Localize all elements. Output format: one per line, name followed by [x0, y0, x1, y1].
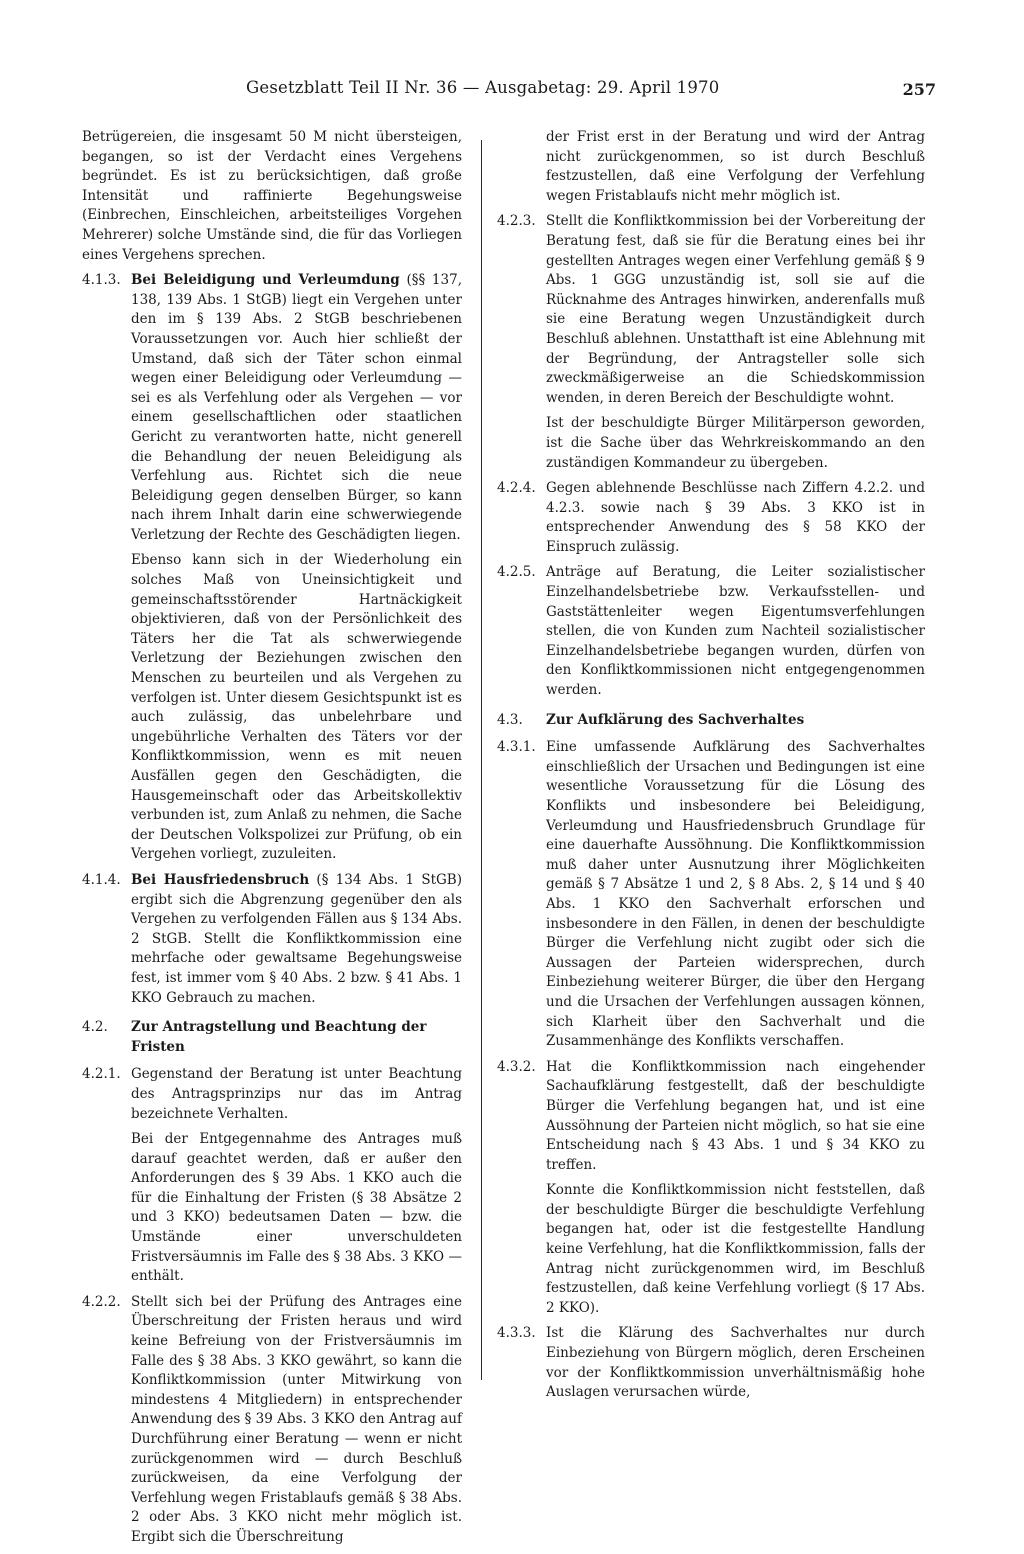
page-header [246, 78, 936, 108]
section-number: 4.3.2. [497, 1058, 536, 1075]
section-paragraph: Ist der beschuldigte Bürger Militärperson geworden, ist die Sache über das Wehrkreiskommando an den zuständigen Kommandeur zu übergeben. [546, 415, 925, 471]
section-paragraph [131, 871, 462, 1008]
section-number: 4.3.3. [497, 1325, 536, 1342]
section-body [131, 1293, 462, 1548]
section-number: 4.2.4. [497, 480, 536, 497]
section-paragraph: Hat die Konfliktkommission nach eingehender Sachaufklärung festgestellt, daß der beschuldigte Bürger die Verfehlung begangen hat, und ist eine Aussöhnung der Parteien nicht möglich, so hat sie eine Entscheidung nach § 43 Abs. 1 und § 34 KKO zu treffen. [546, 1058, 925, 1173]
section-heading-4-3 [497, 711, 925, 731]
section-paragraph: Konnte die Konfliktkommission nicht feststellen, daß der beschuldigte Bürger die beschuldigte Verfehlung begangen hat, oder ist die festgestellte Handlung keine Verfehlung, hat die Konfliktkommission, falls der Antrag nicht zurückgenommen wird, im Beschluß festzustellen, daß keine Verfehlung vorliegt (§ 17 Abs. 2 KKO). [546, 1182, 925, 1316]
section-paragraph: Ist die Klärung des Sachverhaltes nur durch Einbeziehung von Bürgern möglich, deren Erscheinen vor der Konfliktkommission unverhältnismäßig hohe Auslagen verursachen würde, [546, 1325, 925, 1401]
section-4-2-5 [497, 563, 925, 700]
section-4-2-4 [497, 479, 925, 557]
section-lead: Bei Hausfriedensbruch [131, 871, 310, 888]
section-number: 4.3. [497, 711, 523, 728]
section-paragraph: Gegen ablehnende Beschlüsse nach Ziffern 4.2.2. und 4.2.3. sowie nach § 39 Abs. 3 KKO ist in entsprechender Anwendung des § 58 KKO der Einspruch zulässig. [546, 480, 925, 555]
section-body [546, 1058, 925, 1319]
section-body [131, 1065, 462, 1287]
section-4-1-3 [82, 271, 462, 865]
section-text: (§§ 137, 138, 139 Abs. 1 StGB) liegt ein Vergehen unter den im § 139 Abs. 2 StGB beschriebenen Voraussetzungen vor. Auch hier schließt der Umstand, daß sich der Täter schon einmal wegen einer Beleidigung oder Verleumdung — sei es als Verfehlung oder als Vergehen — vor einem gesellschaftlichen oder staatlichen Gericht zu verantworten hatte, nicht generell die Behandlung der neuen Beleidigung als Verfehlung aus. Richtet sich die neue Beleidigung gegen denselben Bürger, so kann nach ihrem Inhalt darin eine schwerwiegende Verletzung der Rechte des Geschädigten liegen. [131, 272, 462, 543]
section-number: 4.2. [82, 1019, 108, 1036]
section-number: 4.2.5. [497, 564, 536, 581]
section-4-3-2 [497, 1058, 925, 1319]
section-heading-title: Zur Antragstellung und Beachtung der Fristen [131, 1019, 427, 1055]
section-number: 4.1.4. [82, 871, 121, 888]
continued-paragraph: Betrügereien, die insgesamt 50 M nicht übersteigen, begangen, so ist der Verdacht eines Vergehens begründet. Es ist zu berücksichtigen, daß große Intensität und raffinierte Begehungsweise (Einbrechen, Einschleichen, arbeitsteiliges Vorgehen Mehrerer) solche Umstände sind, die für das Vorliegen eines Vergehens sprechen. [82, 129, 462, 263]
section-number: 4.1.3. [82, 272, 121, 289]
left-column [82, 128, 462, 1554]
section-body [131, 271, 462, 865]
section-paragraph [131, 271, 462, 545]
section-number: 4.2.2. [82, 1293, 121, 1310]
section-4-2-2 [82, 1293, 462, 1548]
section-paragraph: Stellt die Konfliktkommission bei der Vorbereitung der Beratung fest, daß sie für die Beratung eines bei ihr gestellten Antrages wegen einer Verfehlung gemäß § 9 Abs. 1 GGG unzuständig ist, soll sie auf die Rücknahme des Antrages hinwirken, anderenfalls muß sie eine Beratung wegen Unzuständigkeit durch Beschluß ablehnen. Unstatthaft ist eine Ablehnung mit der Begründung, der Antragsteller solle sich zweckmäßigerweise an die Schiedskommission wenden, in deren Bereich der Beschuldigte wohnt. [546, 213, 925, 406]
section-4-1-4 [82, 871, 462, 1008]
section-body [546, 479, 925, 557]
section-number: 4.2.1. [82, 1066, 121, 1083]
section-body [546, 563, 925, 700]
section-text: (§ 134 Abs. 1 StGB) ergibt sich die Abgrenzung gegenüber den als Vergehen zu verfolgenden Fällen aus § 134 Abs. 2 StGB. Stellt die Konfliktkommission eine mehrfache oder gewaltsame Begehungsweise fest, ist immer vom § 40 Abs. 2 bzw. § 41 Abs. 1 KKO Gebrauch zu machen. [131, 871, 462, 1006]
section-paragraph: Ebenso kann sich in der Wiederholung ein solches Maß von Uneinsichtigkeit und gemeinschaftsstörender Hartnäckigkeit objektivieren, daß von der Persönlichkeit des Täters her die Tat als schwerwiegende Verletzung der Beziehungen zwischen den Menschen zu beurteilen und als Vergehen zu verfolgen ist. Unter diesem Gesichtspunkt ist es auch zulässig, das unbelehrbare und ungebührliche Verhalten des Täters vor der Konfliktkommission, wenn es mit neuen Ausfällen gegen den Geschädigten, die Hausgemeinschaft oder das Arbeitskollektiv verbunden ist, zum Anlaß zu nehmen, die Sache der Deutschen Volkspolizei zur Prüfung, ob ein Vergehen vorliegt, zuzuleiten. [131, 552, 462, 863]
section-paragraph: Bei der Entgegennahme des Antrages muß darauf geachtet werden, daß er außer den Anforderungen des § 39 Abs. 1 KKO auch die für die Einhaltung der Fristen (§ 38 Absätze 2 und 3 KKO) bedeutsamen Daten — bzw. die Umstände einer unverschuldeten Fristversäumnis im Falle des § 38 Abs. 3 KKO — enthält. [131, 1131, 462, 1285]
page-number: 257 [902, 80, 936, 99]
section-paragraph: Gegenstand der Beratung ist unter Beachtung des Antragsprinzips nur das im Antrag bezeichnete Verhalten. [131, 1066, 462, 1122]
section-4-2-1 [82, 1065, 462, 1287]
section-body [546, 1324, 925, 1402]
section-paragraph: Eine umfassende Aufklärung des Sachverhaltes einschließlich der Ursachen und Bedingungen ist eine wesentliche Voraussetzung für die Lösung des Konflikts und insbesondere bei Beleidigung, Verleumdung und Hausfriedensbruch Grundlage für eine dauerhafte Aussöhnung. Die Konfliktkommission muß daher unter Ausnutzung ihrer Möglichkeiten gemäß § 7 Absätze 1 und 2, § 8 Abs. 2, § 14 und § 40 Abs. 1 KKO den Sachverhalt erforschen und insbesondere in den Fällen, in denen der beschuldigte Bürger die Verfehlung nicht zugibt oder sich die Aussagen der Parteien widersprechen, durch Einbeziehung weiterer Bürger, die über den Hergang und die Ursachen der Verfehlungen aussagen können, sich Klarheit über den Sachverhalt und die Zusammenhänge des Konflikts verschaffen. [546, 739, 925, 1050]
section-heading-4-2 [82, 1018, 462, 1057]
continued-paragraph: der Frist erst in der Beratung und wird der Antrag nicht zurückgenommen, so ist durch Beschluß festzustellen, daß eine Verfolgung der Verfehlung wegen Fristablaufs nicht mehr möglich ist. [546, 129, 925, 204]
section-number: 4.2.3. [497, 213, 536, 230]
section-4-3-1 [497, 738, 925, 1052]
section-body [546, 738, 925, 1052]
section-body [546, 212, 925, 473]
section-heading-title: Zur Aufklärung des Sachverhaltes [546, 711, 805, 728]
right-column [497, 128, 925, 1409]
section-body [131, 871, 462, 1008]
column-divider [481, 140, 482, 1380]
section-4-3-3 [497, 1324, 925, 1402]
section-number: 4.3.1. [497, 739, 536, 756]
section-4-2-3 [497, 212, 925, 473]
section-paragraph: Anträge auf Beratung, die Leiter sozialistischer Einzelhandelsbetriebe bzw. Verkaufsstellen- und Gaststättenleiter wegen Eigentumsverfehlungen stellen, die von Kunden zum Nachteil sozialistischer Einzelhandelsbetriebe begangen wurden, dürfen von den Konfliktkommissionen nicht entgegengenommen werden. [546, 564, 925, 699]
section-paragraph: Stellt sich bei der Prüfung des Antrages eine Überschreitung der Fristen heraus und wird keine Befreiung von der Fristversäumnis im Falle des § 38 Abs. 3 KKO gewährt, so kann die Konfliktkommission (unter Mitwirkung von mindestens 4 Mitgliedern) in entsprechender Anwendung des § 39 Abs. 3 KKO den Antrag auf Durchführung einer Beratung — wenn er nicht zurückgenommen wird — durch Beschluß zurückweisen, da eine Verfolgung der Verfehlung wegen Fristablaufs gemäß § 38 Abs. 2 oder Abs. 3 KKO nicht mehr möglich ist. Ergibt sich die Überschreitung [131, 1293, 462, 1545]
section-lead: Bei Beleidigung und Verleumdung [131, 272, 400, 289]
header-title: Gesetzblatt Teil II Nr. 36 — Ausgabetag: 29. April 1970 [246, 78, 720, 97]
